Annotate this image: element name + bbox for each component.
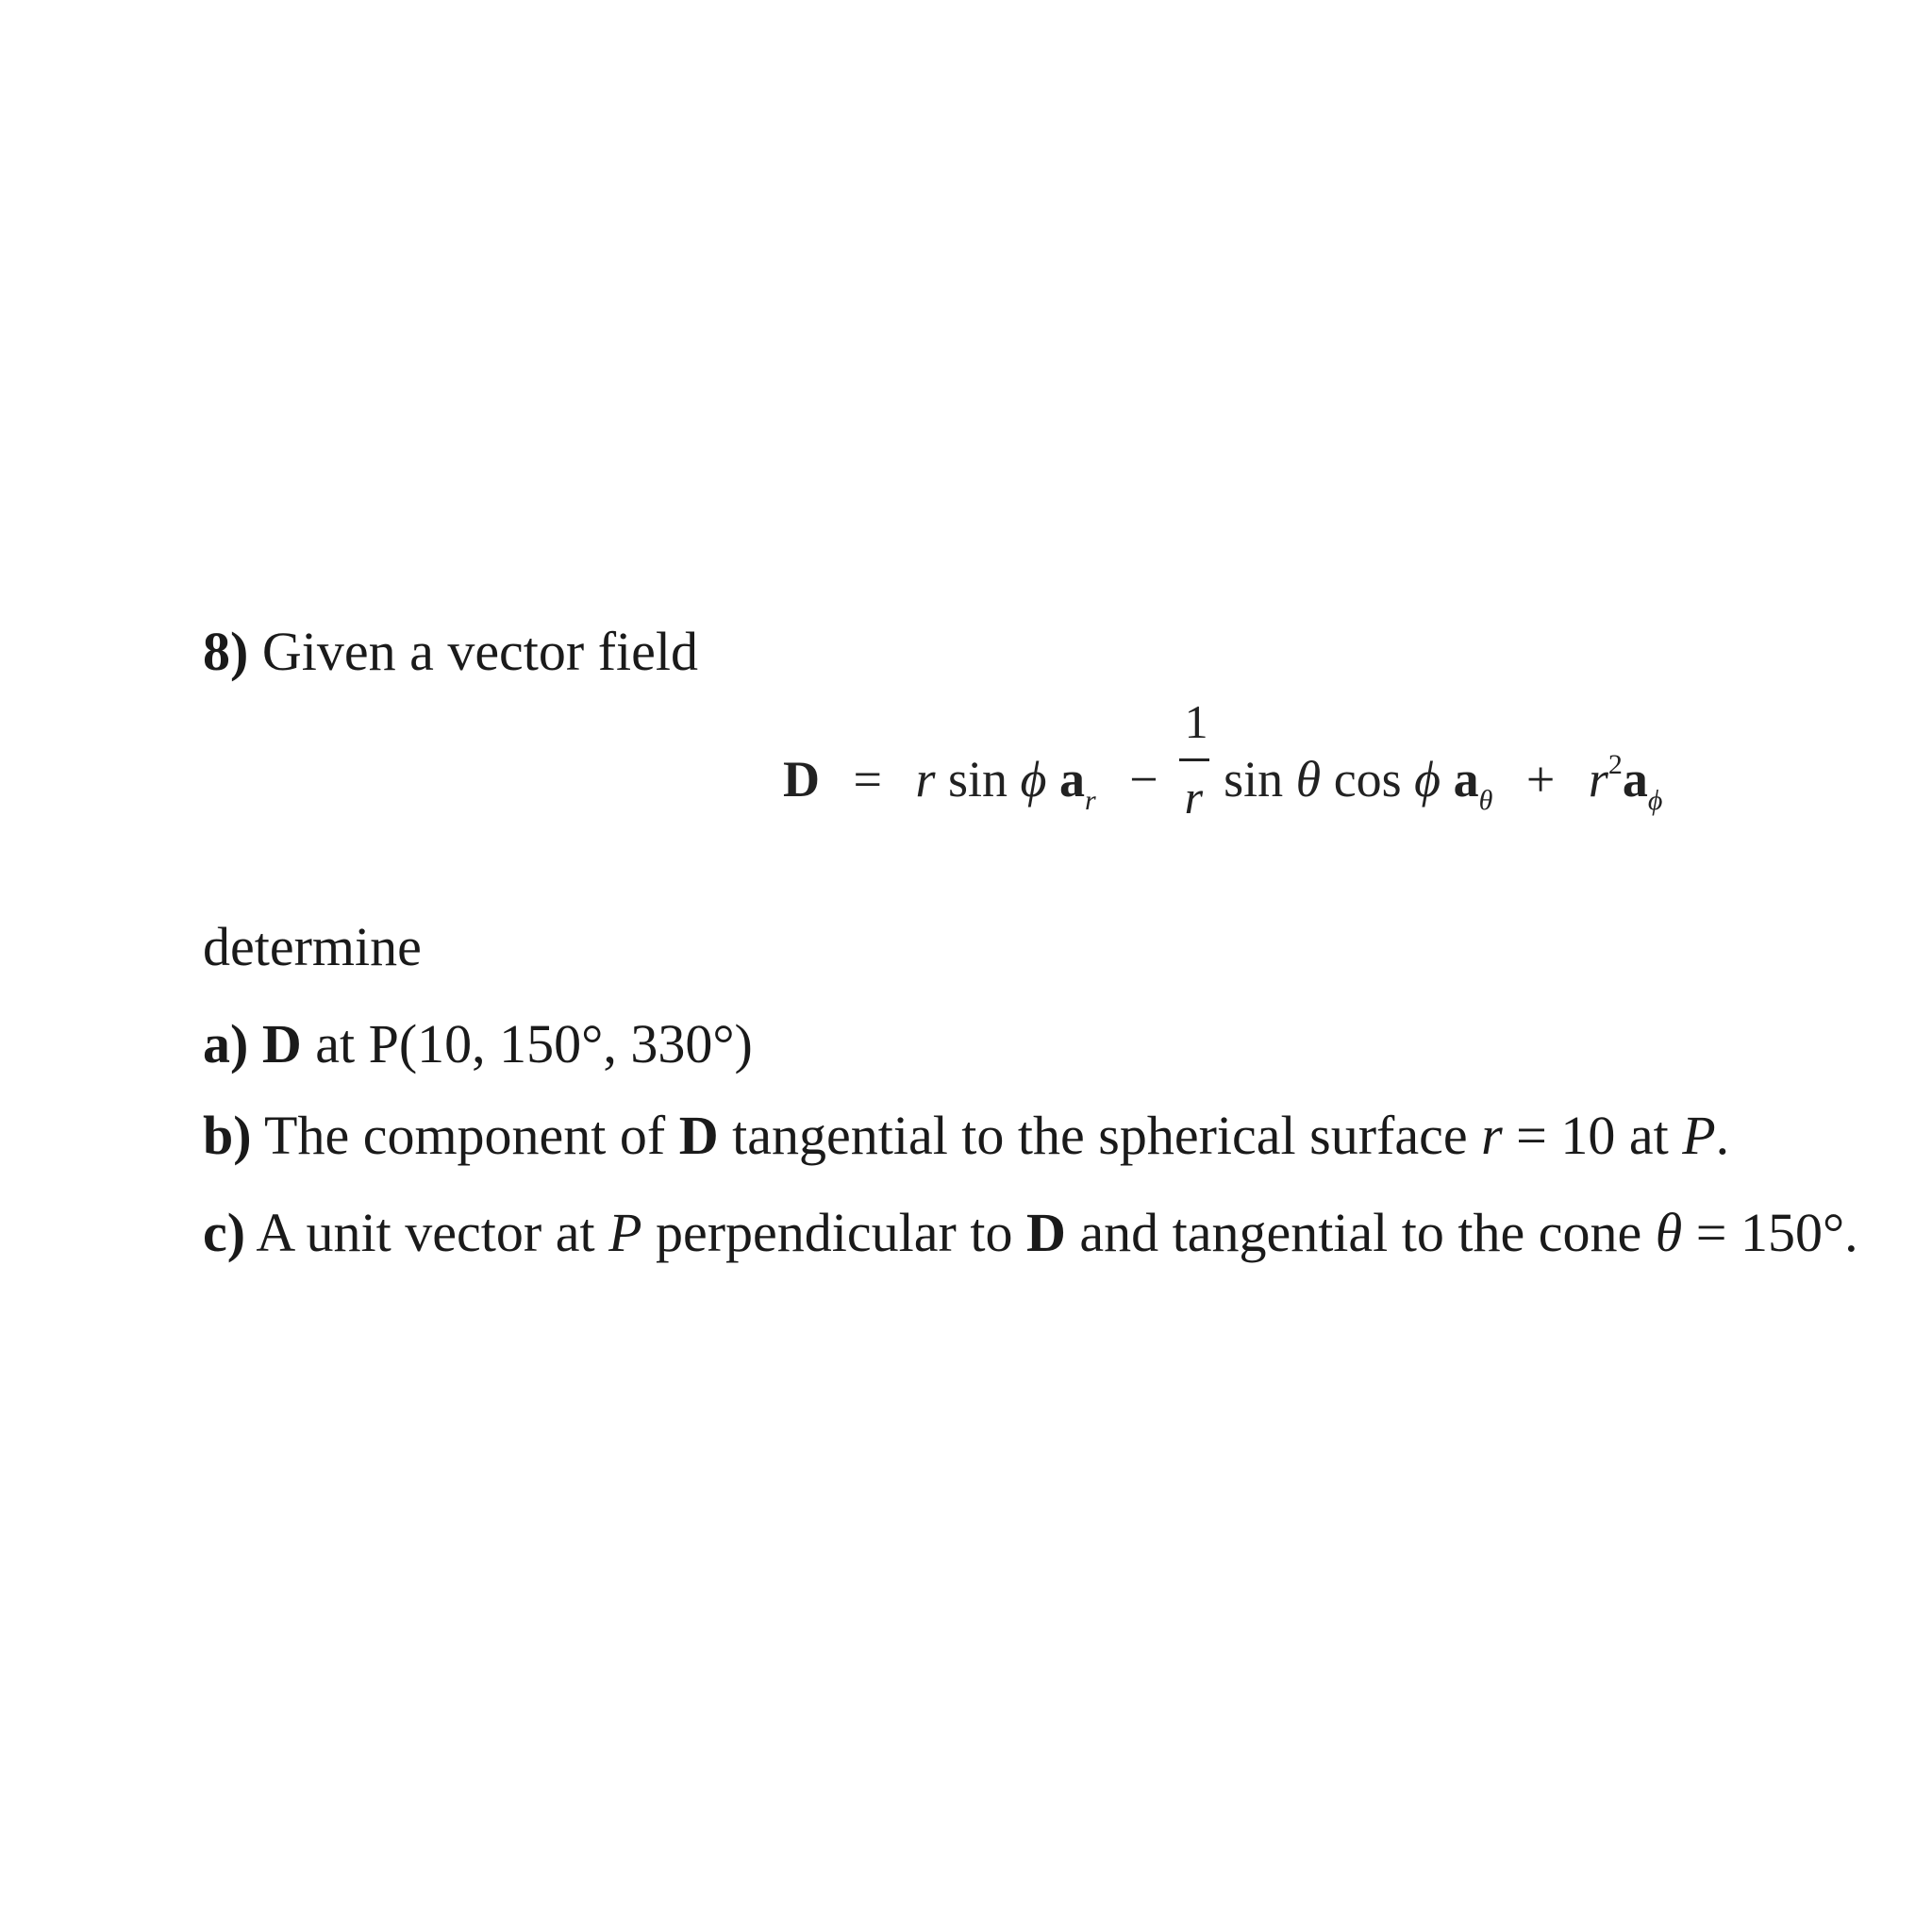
eq-t3-coef: r — [1588, 751, 1608, 808]
part-c-label: c) — [203, 1202, 246, 1263]
part-b — [203, 1105, 1730, 1166]
eq-t2-v2: ϕ — [1414, 751, 1441, 808]
part-a-text: at P(10, 150°, 330°) — [315, 1013, 753, 1074]
vector-field-equation — [783, 695, 1663, 824]
part-b-text3: = 10 at — [1516, 1105, 1669, 1166]
part-b-text2: tangential to the spherical surface — [732, 1105, 1468, 1166]
part-b-point: P — [1682, 1105, 1716, 1166]
part-b-bold: D — [678, 1105, 719, 1166]
eq-t1-coef: r — [915, 751, 936, 808]
part-b-label: b) — [203, 1105, 252, 1166]
part-a-bold: D — [261, 1013, 302, 1074]
eq-t1-vec: a — [1058, 751, 1085, 808]
eq-minus: − — [1129, 751, 1158, 808]
eq-t2-f1: sin — [1224, 751, 1284, 808]
part-c-var: θ — [1655, 1202, 1683, 1263]
eq-t2-sub: θ — [1478, 785, 1493, 816]
eq-t3-vec: a — [1622, 751, 1648, 808]
part-c-text3: and tangential to the cone — [1079, 1202, 1642, 1263]
eq-fraction — [1179, 695, 1211, 824]
eq-equals: = — [853, 751, 882, 808]
part-c-point: P — [608, 1202, 642, 1263]
eq-t2-vec: a — [1453, 751, 1479, 808]
part-b-text1: The component of — [264, 1105, 666, 1166]
part-c-text1: A unit vector at — [256, 1202, 595, 1263]
eq-t3-sub: ϕ — [1647, 785, 1663, 816]
part-a — [203, 1013, 753, 1074]
eq-t1-func: sin — [947, 751, 1008, 808]
eq-plus: + — [1525, 751, 1556, 808]
determine-text: determine — [203, 916, 422, 977]
part-c-text4: = 150°. — [1695, 1202, 1858, 1263]
eq-frac-num: 1 — [1184, 695, 1208, 748]
eq-t3-exp: 2 — [1607, 749, 1623, 780]
eq-t1-sub: r — [1084, 785, 1096, 816]
part-a-label: a) — [203, 1013, 249, 1074]
eq-frac-den: r — [1184, 771, 1204, 824]
part-b-end: . — [1715, 1105, 1730, 1166]
part-b-var: r — [1481, 1105, 1503, 1166]
eq-lhs: D — [783, 751, 820, 808]
problem-heading — [203, 621, 699, 682]
problem-number: 8) — [203, 621, 249, 682]
eq-frac-bar — [1179, 758, 1209, 761]
part-c-text2: perpendicular to — [656, 1202, 1013, 1263]
part-c — [203, 1202, 1858, 1263]
eq-t2-f2: cos — [1333, 751, 1402, 808]
problem-intro: Given a vector field — [261, 621, 699, 682]
part-c-bold: D — [1025, 1202, 1066, 1263]
eq-t2-v1: θ — [1295, 751, 1322, 808]
eq-t1-var: ϕ — [1020, 751, 1047, 808]
